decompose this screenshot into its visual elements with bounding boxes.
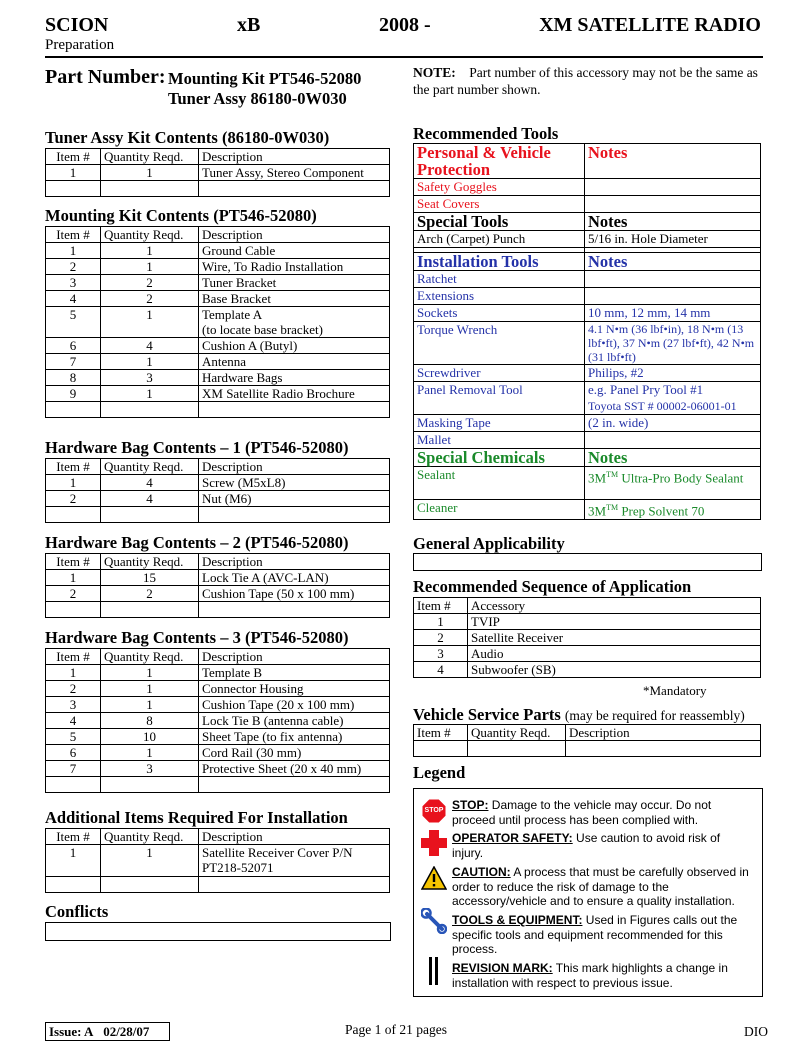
special-heading-row	[414, 213, 761, 231]
cell: Ground Cable	[199, 243, 390, 259]
table-row	[46, 697, 390, 713]
cell: 9	[46, 386, 101, 402]
table-row	[46, 322, 390, 338]
cell: 7	[46, 354, 101, 370]
chem-brand: 3M	[588, 470, 607, 486]
cell: 8	[101, 713, 199, 729]
col-desc: Description	[199, 554, 390, 570]
tuner-kit-title: Tuner Assy Kit Contents (86180-0W030)	[45, 128, 330, 147]
cell: 2	[46, 491, 101, 507]
table-row	[46, 602, 390, 618]
cell: 4	[101, 491, 199, 507]
service-subtitle: (may be required for reassembly)	[564, 708, 745, 723]
sequence-table	[413, 597, 761, 678]
tool-item: Screwdriver	[414, 365, 585, 382]
cell: 2	[46, 259, 101, 275]
hw-bag3-title: Hardware Bag Contents – 3 (PT546-52080)	[45, 628, 349, 647]
cell: Satellite Receiver Cover P/N PT218-52071	[199, 845, 390, 877]
hw-bag3-table	[45, 648, 390, 793]
col-desc: Description	[566, 725, 761, 741]
legend-item-caution	[452, 865, 752, 909]
hw-bag1-table	[45, 458, 390, 523]
table-row	[46, 570, 390, 586]
col-item: Item #	[46, 459, 101, 475]
install-heading: Installation Tools	[414, 253, 585, 271]
table-row	[46, 877, 390, 893]
cell: Tuner Assy, Stereo Component	[199, 165, 390, 181]
cell: 1	[101, 745, 199, 761]
note-label: NOTE:	[413, 65, 456, 80]
table-row	[46, 745, 390, 761]
table-row	[414, 271, 761, 288]
table-row	[414, 322, 761, 365]
col-item: Item #	[46, 149, 101, 165]
chem-note	[585, 467, 761, 500]
table-row	[46, 475, 390, 491]
table-row	[46, 777, 390, 793]
stop-sign-text: STOP	[424, 807, 444, 814]
cell: Template A	[199, 307, 390, 323]
mounting-kit-table	[45, 226, 390, 418]
issue-label: Issue: A	[49, 1024, 94, 1039]
col-desc: Description	[199, 829, 390, 845]
legend-label: REVISION MARK:	[452, 961, 553, 975]
cell: 1	[46, 570, 101, 586]
cell: 2	[46, 681, 101, 697]
table-row	[414, 415, 761, 432]
tool-note	[585, 271, 761, 288]
chem-heading: Special Chemicals	[414, 449, 585, 467]
table-row	[46, 291, 390, 307]
cell: 1	[101, 243, 199, 259]
cell: 6	[46, 338, 101, 354]
table-header-row	[46, 554, 390, 570]
col-qty: Quantity Reqd.	[468, 725, 566, 741]
part-number-line1: Mounting Kit PT546-52080	[168, 69, 362, 88]
cell: Hardware Bags	[199, 370, 390, 386]
tool-item: Mallet	[414, 432, 585, 449]
cell: XM Satellite Radio Brochure	[199, 386, 390, 402]
issue-date: 02/28/07	[103, 1024, 150, 1039]
cell: 7	[46, 761, 101, 777]
table-row	[46, 713, 390, 729]
cell: Sheet Tape (to fix antenna)	[199, 729, 390, 745]
table-row	[414, 500, 761, 520]
tool-note: e.g. Panel Pry Tool #1	[585, 382, 761, 399]
legend-text: Damage to the vehicle may occur. Do not proceed until process has been complied with.	[452, 798, 712, 827]
table-row	[46, 586, 390, 602]
table-row	[46, 275, 390, 291]
cell: 3	[101, 370, 199, 386]
cell: 3	[414, 646, 468, 662]
cell: 4	[101, 475, 199, 491]
personal-heading-row	[414, 144, 761, 179]
table-header-row	[46, 227, 390, 243]
cell: Connector Housing	[199, 681, 390, 697]
tool-note: 10 mm, 12 mm, 14 mm	[585, 305, 761, 322]
legend-item-operator-safety	[452, 831, 752, 860]
tool-item	[414, 398, 585, 415]
cell: 6	[46, 745, 101, 761]
brand: SCION	[45, 14, 109, 36]
cross-icon	[421, 830, 447, 860]
table-row	[46, 181, 390, 197]
col-desc: Description	[199, 459, 390, 475]
cell: Audio	[468, 646, 761, 662]
additional-title: Additional Items Required For Installation	[45, 808, 348, 827]
table-header-row	[46, 149, 390, 165]
model: xB	[237, 14, 261, 36]
col-accessory: Accessory	[468, 598, 761, 614]
cell: 4	[46, 713, 101, 729]
cell: Cushion Tape (20 x 100 mm)	[199, 697, 390, 713]
cell: Wire, To Radio Installation	[199, 259, 390, 275]
cell: 4	[46, 291, 101, 307]
tool-item: Safety Goggles	[414, 179, 585, 196]
year: 2008 -	[379, 14, 431, 36]
legend-item-revision	[452, 961, 752, 990]
cell: 1	[101, 665, 199, 681]
section-label: Preparation	[45, 37, 115, 53]
part-number-label: Part Number:	[45, 66, 166, 88]
cell: Screw (M5xL8)	[199, 475, 390, 491]
cell: 1	[101, 307, 199, 323]
table-row	[46, 761, 390, 777]
cell: 1	[101, 697, 199, 713]
cell: 2	[414, 630, 468, 646]
mounting-kit-title: Mounting Kit Contents (PT546-52080)	[45, 206, 317, 225]
cell	[101, 322, 199, 338]
legend-label: TOOLS & EQUIPMENT:	[452, 913, 583, 927]
special-heading: Special Tools	[414, 213, 585, 231]
legend-text: This mark highlights a change in installation with respect to previous issue.	[452, 961, 728, 990]
cell: Satellite Receiver	[468, 630, 761, 646]
table-row	[46, 259, 390, 275]
table-row	[414, 231, 761, 248]
legend-label: STOP:	[452, 798, 489, 812]
cell: Lock Tie B (antenna cable)	[199, 713, 390, 729]
col-qty: Quantity Reqd.	[101, 829, 199, 845]
cell: Tuner Bracket	[199, 275, 390, 291]
legend-item-tools	[452, 913, 752, 957]
cell: Subwoofer (SB)	[468, 662, 761, 678]
chem-note	[585, 500, 761, 520]
cell: 1	[101, 259, 199, 275]
chem-item: Cleaner	[414, 500, 585, 520]
table-row	[414, 305, 761, 322]
tool-item: Panel Removal Tool	[414, 382, 585, 399]
table-row	[46, 243, 390, 259]
cell: 1	[101, 165, 199, 181]
table-row	[414, 432, 761, 449]
note	[413, 64, 763, 98]
table-row	[46, 665, 390, 681]
tool-item: Seat Covers	[414, 196, 585, 213]
col-qty: Quantity Reqd.	[101, 149, 199, 165]
cell: 5	[46, 307, 101, 323]
cell: Protective Sheet (20 x 40 mm)	[199, 761, 390, 777]
notes-label: Notes	[585, 253, 761, 271]
tool-note	[585, 288, 761, 305]
table-row	[414, 646, 761, 662]
cell: 3	[46, 275, 101, 291]
cell: 2	[46, 586, 101, 602]
tool-item: Extensions	[414, 288, 585, 305]
legend-label: CAUTION:	[452, 865, 511, 879]
col-item: Item #	[46, 649, 101, 665]
table-header-row	[46, 829, 390, 845]
tool-note: (2 in. wide)	[585, 415, 761, 432]
col-qty: Quantity Reqd.	[101, 227, 199, 243]
tool-note: 5/16 in. Hole Diameter	[585, 231, 761, 248]
cell: Antenna	[199, 354, 390, 370]
col-item: Item #	[414, 598, 468, 614]
col-item: Item #	[46, 554, 101, 570]
sequence-title: Recommended Sequence of Application	[413, 577, 692, 596]
legend-title: Legend	[413, 763, 466, 782]
hw-bag1-title: Hardware Bag Contents – 1 (PT546-52080)	[45, 438, 349, 457]
cell: 3	[46, 697, 101, 713]
legend-text: Use caution to avoid risk of injury.	[452, 831, 721, 860]
general-box	[413, 553, 762, 571]
cell: 1	[101, 681, 199, 697]
col-desc: Description	[199, 227, 390, 243]
cell: 1	[101, 354, 199, 370]
table-row	[414, 382, 761, 399]
legend-text: Used in Figures calls out the specific tools and equipment recommended for this process.	[452, 913, 738, 956]
personal-heading: Personal & Vehicle Protection	[414, 144, 585, 179]
col-item: Item #	[414, 725, 468, 741]
table-row	[414, 467, 761, 500]
tool-item: Ratchet	[414, 271, 585, 288]
hw-bag2-table	[45, 553, 390, 618]
part-number-line2: Tuner Assy 86180-0W030	[168, 89, 347, 108]
cell: 15	[101, 570, 199, 586]
cell: 1	[101, 386, 199, 402]
tool-note: 4.1 N•m (36 lbf•in), 18 N•m (13 lbf•ft), 37 N•m (27 lbf•ft), 42 N•m (31 lbf•ft)	[585, 322, 761, 365]
cell: (to locate base bracket)	[199, 322, 390, 338]
cell: 10	[101, 729, 199, 745]
doc-title: XM SATELLITE RADIO	[539, 14, 761, 36]
cell: Cushion A (Butyl)	[199, 338, 390, 354]
table-header-row	[46, 649, 390, 665]
table-header-row	[414, 725, 761, 741]
cell: Cushion Tape (50 x 100 mm)	[199, 586, 390, 602]
col-desc: Description	[199, 649, 390, 665]
cell	[46, 322, 101, 338]
chem-product: Ultra-Pro Body Sealant	[618, 470, 744, 486]
caution-icon	[421, 866, 447, 894]
doc-code: DIO	[744, 1024, 768, 1039]
chem-item: Sealant	[414, 467, 585, 500]
table-row	[414, 398, 761, 415]
table-row	[46, 307, 390, 323]
conflicts-title: Conflicts	[45, 902, 109, 921]
tool-item: Arch (Carpet) Punch	[414, 231, 585, 248]
general-title: General Applicability	[413, 534, 565, 553]
cell: 2	[101, 586, 199, 602]
hw-bag2-title: Hardware Bag Contents – 2 (PT546-52080)	[45, 533, 349, 552]
cell: Template B	[199, 665, 390, 681]
trademark: TM	[606, 503, 619, 512]
table-row	[414, 288, 761, 305]
cell: 1	[46, 665, 101, 681]
col-item: Item #	[46, 829, 101, 845]
table-row	[414, 365, 761, 382]
legend-item-stop	[452, 798, 752, 827]
chem-heading-row	[414, 449, 761, 467]
table-row	[46, 845, 390, 877]
cell: Nut (M6)	[199, 491, 390, 507]
conflicts-box	[45, 922, 391, 941]
table-row	[46, 370, 390, 386]
cell: Base Bracket	[199, 291, 390, 307]
table-row	[46, 402, 390, 418]
legend-label: OPERATOR SAFETY:	[452, 831, 573, 845]
stop-icon	[421, 798, 447, 828]
install-heading-row	[414, 253, 761, 271]
table-row	[46, 681, 390, 697]
cell: 1	[46, 165, 101, 181]
wrench-icon	[421, 908, 447, 938]
cell: 1	[46, 845, 101, 877]
cell: Cord Rail (30 mm)	[199, 745, 390, 761]
legend-text: A process that must be carefully observed in order to reduce the risk of damage to the accessory/vehicle and to ensure a quality installation.	[452, 865, 749, 908]
notes-label: Notes	[585, 144, 761, 179]
cell: 1	[46, 243, 101, 259]
issue-box	[45, 1022, 170, 1041]
cell: Lock Tie A (AVC-LAN)	[199, 570, 390, 586]
cell: 3	[101, 761, 199, 777]
col-desc: Description	[199, 149, 390, 165]
col-qty: Quantity Reqd.	[101, 649, 199, 665]
table-row	[414, 179, 761, 196]
tool-item: Sockets	[414, 305, 585, 322]
cell: 1	[46, 475, 101, 491]
service-table	[413, 724, 761, 757]
col-qty: Quantity Reqd.	[101, 554, 199, 570]
cell: 4	[414, 662, 468, 678]
cell: TVIP	[468, 614, 761, 630]
table-row	[46, 729, 390, 745]
col-qty: Quantity Reqd.	[101, 459, 199, 475]
table-row	[414, 614, 761, 630]
table-row	[414, 662, 761, 678]
col-item: Item #	[46, 227, 101, 243]
cell: 8	[46, 370, 101, 386]
table-row	[46, 507, 390, 523]
legend-box	[413, 788, 763, 997]
tool-note	[585, 432, 761, 449]
tool-item: Torque Wrench	[414, 322, 585, 365]
trademark: TM	[606, 470, 619, 479]
mandatory-note: *Mandatory	[643, 683, 707, 698]
notes-label: Notes	[585, 213, 761, 231]
table-header-row	[414, 598, 761, 614]
table-header-row	[46, 459, 390, 475]
table-row	[414, 196, 761, 213]
chem-product: Prep Solvent 70	[618, 503, 705, 519]
cell: 1	[101, 845, 199, 877]
notes-label: Notes	[585, 449, 761, 467]
table-row	[46, 354, 390, 370]
tool-item: Masking Tape	[414, 415, 585, 432]
table-row	[414, 741, 761, 757]
cell: 2	[101, 291, 199, 307]
header-rule	[45, 56, 763, 58]
cell: 2	[101, 275, 199, 291]
tool-note: Toyota SST # 00002-06001-01	[585, 398, 761, 415]
additional-table	[45, 828, 390, 893]
chem-brand: 3M	[588, 503, 607, 519]
cell: 5	[46, 729, 101, 745]
tuner-kit-table	[45, 148, 390, 197]
table-row	[46, 165, 390, 181]
tools-table	[413, 143, 761, 520]
cell: 4	[101, 338, 199, 354]
note-text: Part number of this accessory may not be the same as the part number shown.	[413, 65, 758, 97]
table-row	[46, 386, 390, 402]
tools-title: Recommended Tools	[413, 124, 559, 143]
revision-mark-icon	[428, 957, 440, 989]
service-title: Vehicle Service Parts	[413, 705, 561, 724]
service-heading	[413, 705, 745, 725]
table-row	[46, 338, 390, 354]
table-row	[414, 630, 761, 646]
page-number: Page 1 of 21 pages	[345, 1022, 447, 1037]
cell: 1	[414, 614, 468, 630]
tool-note: Philips, #2	[585, 365, 761, 382]
table-row	[46, 491, 390, 507]
